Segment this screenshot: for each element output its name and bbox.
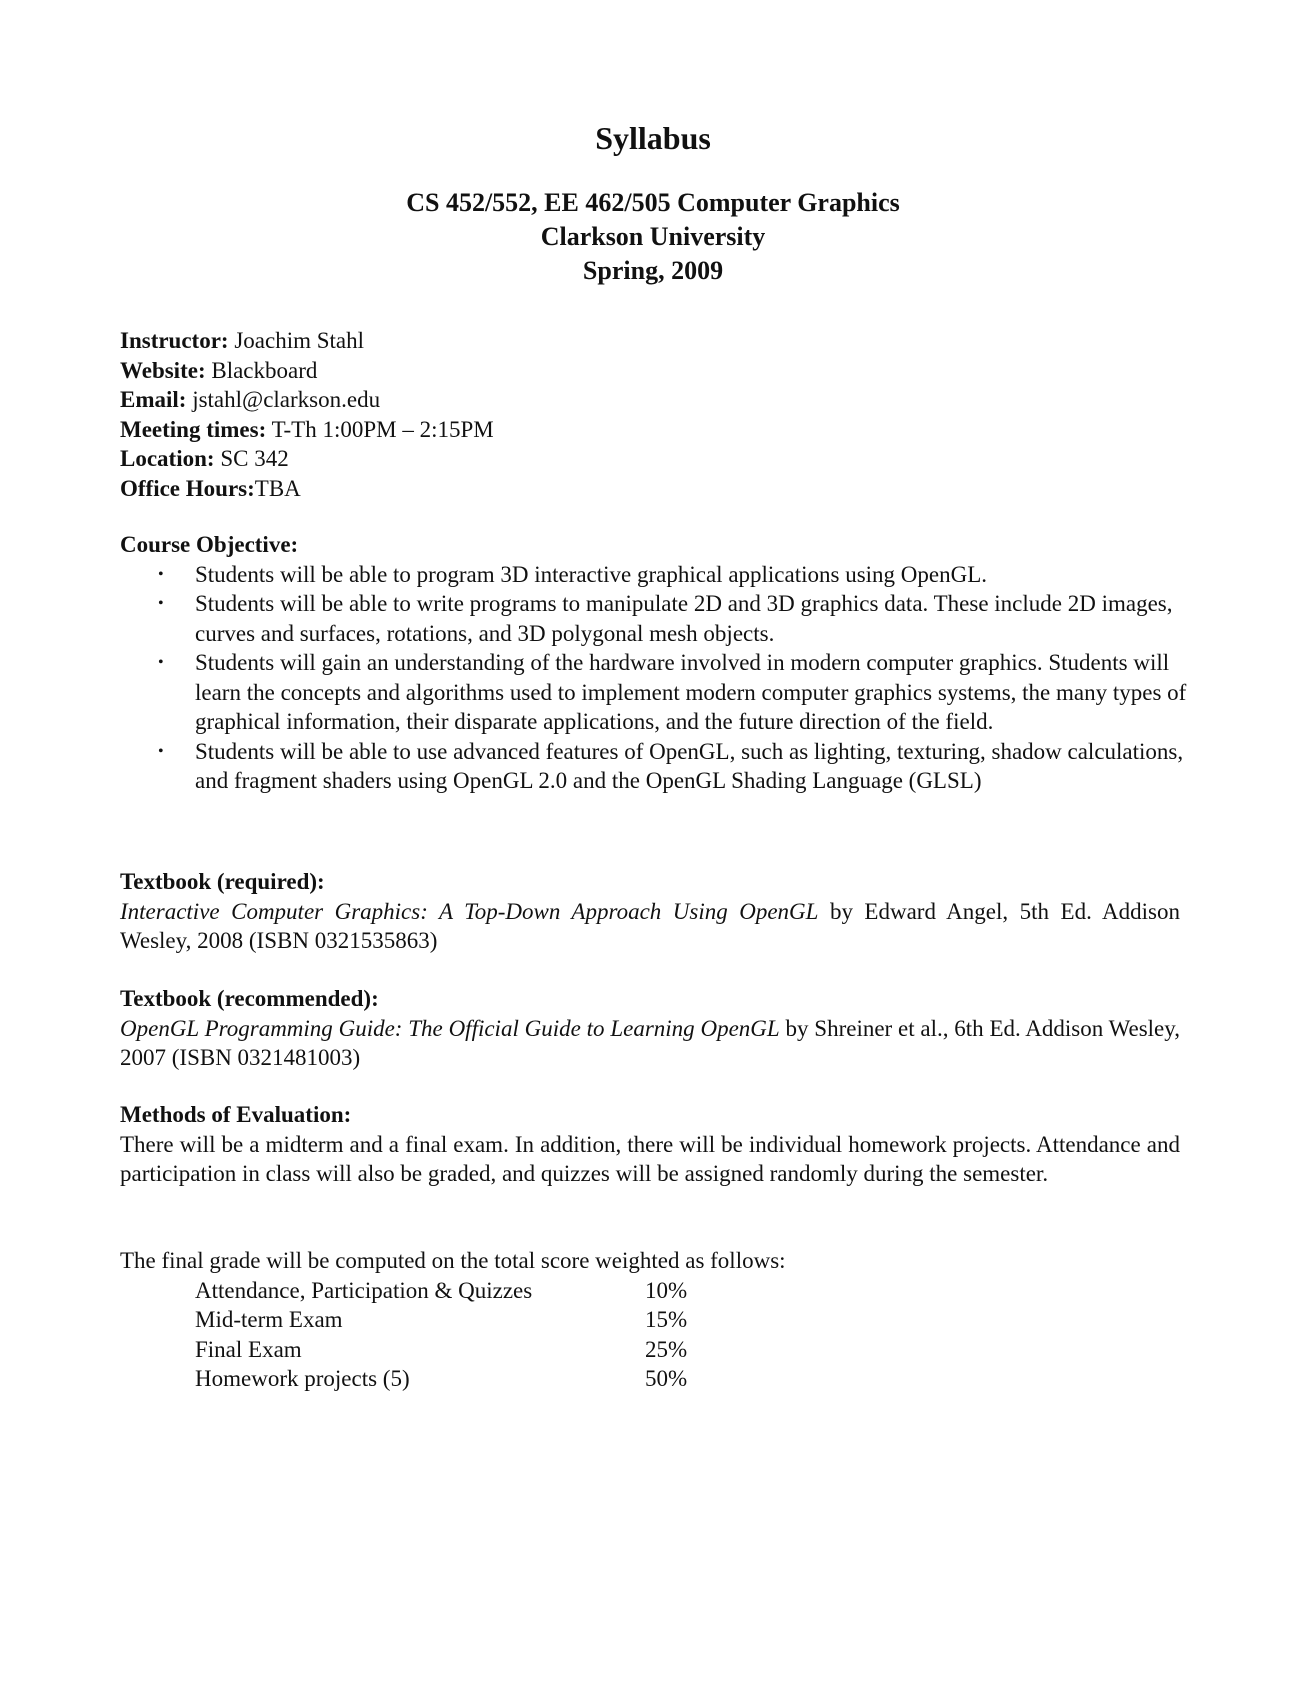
page-title: Syllabus	[595, 120, 711, 156]
evaluation-heading: Methods of Evaluation:	[120, 1102, 352, 1127]
grade-row	[195, 1364, 687, 1394]
email-row	[120, 385, 1180, 415]
objective-item	[120, 737, 1210, 796]
objective-text: Students will be able to write programs to manipulate 2D and 3D graphics data. These include 2D images, curves and surfaces, rotations, and 3D polygonal mesh objects.	[195, 591, 1173, 646]
textbook-required-details: by Edward Angel, 5th Ed. Addison Wesley, 2008 (ISBN 0321535863)	[120, 898, 1180, 953]
website-value: Blackboard	[205, 357, 318, 383]
term: Spring, 2009	[582, 256, 724, 285]
instructor-value: Joachim Stahl	[228, 328, 365, 353]
objective-text: Students will be able to program 3D interactive graphical applications using OpenGL.	[195, 561, 988, 587]
office-hours-row	[120, 474, 1180, 504]
location-label: Location:	[120, 446, 215, 471]
course-info	[120, 326, 1180, 503]
objective-list	[120, 560, 1187, 796]
location-value: SC 342	[214, 446, 289, 471]
textbook-recommended-details: by Shreiner et al., 6th Ed. Addison Wesley, 2007 (ISBN 0321481003)	[120, 1015, 1181, 1070]
objective-item	[120, 648, 1210, 737]
grade-weight: 15%	[645, 1307, 688, 1332]
grade-row	[195, 1276, 687, 1306]
textbook-required-citation	[120, 897, 1180, 956]
meeting-label: Meeting times:	[120, 416, 267, 442]
email-label: Email:	[120, 387, 187, 412]
university-name: Clarkson University	[540, 222, 766, 251]
grade-weights-section	[120, 1246, 1180, 1394]
email-value: jstahl@clarkson.edu	[186, 387, 381, 412]
textbook-required-title: Interactive Computer Graphics: A Top-Down Approach Using OpenGL	[120, 898, 819, 924]
objective-item	[120, 560, 1210, 590]
meeting-row	[120, 415, 1180, 445]
course-objective-section	[120, 530, 1187, 796]
course-title: CS 452/552, EE 462/505 Computer Graphics	[406, 188, 900, 217]
website-row	[120, 356, 1180, 386]
textbook-recommended-heading: Textbook (recommended):	[120, 986, 379, 1011]
instructor-row	[120, 326, 1180, 356]
grade-item: Final Exam	[195, 1336, 302, 1362]
location-row	[120, 444, 1180, 474]
grade-item: Attendance, Participation & Quizzes	[195, 1277, 533, 1303]
instructor-label: Instructor:	[120, 328, 229, 353]
grade-item: Mid-term Exam	[195, 1307, 343, 1332]
objective-text: Students will gain an understanding of the hardware involved in modern computer graphics. Students will learn the concepts and algorithms used to implement modern computer graphics systems, the many types of graphical information, their disparate applications, and the future direction of the field.	[195, 650, 1187, 734]
textbook-recommended-section	[120, 984, 1180, 1073]
textbook-recommended-title: OpenGL Programming Guide: The Official Guide to Learning OpenGL	[120, 1015, 780, 1041]
grade-row	[195, 1305, 687, 1335]
grade-weight: 10%	[645, 1277, 688, 1303]
grade-weight: 50%	[645, 1366, 688, 1391]
textbook-required-heading: Textbook (required):	[120, 869, 325, 894]
objective-item	[120, 589, 1210, 648]
bullet-icon: •	[158, 654, 164, 671]
grade-weight: 25%	[645, 1336, 688, 1362]
grade-weights-table	[195, 1276, 687, 1394]
office-hours-label: Office Hours:	[120, 475, 255, 501]
grade-item: Homework projects (5)	[195, 1366, 410, 1391]
evaluation-paragraph: There will be a midterm and a final exam. In addition, there will be individual homework projects. Attendance and participation in class will also be graded, and quizzes will be assigned randomly during the semester.	[120, 1131, 1180, 1186]
grade-intro: The final grade will be computed on the total score weighted as follows:	[120, 1248, 786, 1273]
bullet-icon: •	[158, 742, 164, 760]
meeting-value: T-Th 1:00PM – 2:15PM	[266, 416, 494, 442]
textbook-recommended-citation	[120, 1014, 1180, 1073]
bullet-icon: •	[158, 565, 164, 583]
evaluation-section	[120, 1100, 1180, 1189]
objective-text: Students will be able to use advanced features of OpenGL, such as lighting, texturing, shadow calculations, and fragment shaders using OpenGL 2.0 and the OpenGL Shading Language (GLSL)	[195, 738, 1184, 793]
grade-row	[195, 1335, 687, 1365]
textbook-required-section	[120, 867, 1180, 956]
course-objective-heading: Course Objective:	[120, 532, 299, 557]
bullet-icon: •	[158, 595, 164, 612]
office-hours-value: TBA	[254, 475, 301, 501]
website-label: Website:	[120, 357, 206, 383]
